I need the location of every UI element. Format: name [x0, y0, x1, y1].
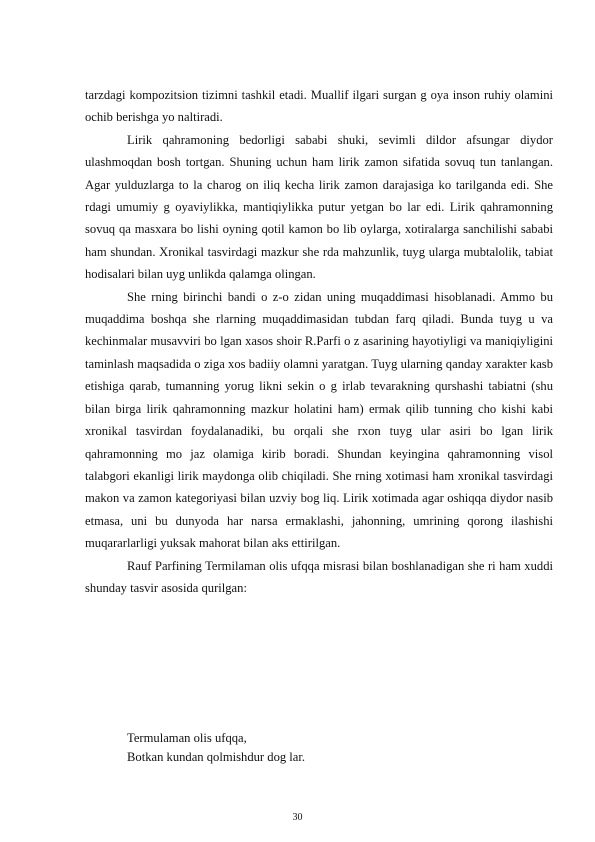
poem-excerpt [127, 729, 547, 767]
poem-line: Botkan kundan qolmishdur dog lar. [127, 750, 306, 764]
paragraph-continuation: tarzdagi kompozitsion tizimni tashkil etadi. Muallif ilgari surgan g oya inson ruhiy olamini ochib berishga yo naltiradi. [85, 88, 553, 125]
paragraph: Lirik qahramoning bedorligi sababi shuki, sevimli dildor afsungar diydor ulashmoqdan bosh tortgan. Shuning uchun ham lirik zamon sifatida sovuq tun tanlangan. Agar yulduzlarga to la charog on iliq kecha lirik zamon darajasiga ko tarilganda edi. She rdagi umumiy g oyaviylikka, mantiqiylikka putur yetgan bo lar edi. Lirik qahramonning sovuq qa masxara bo lishi oyning qotil kamon bo lib oylarga, xotiralarga sanchilishi sababi ham shundan. Xronikal tasvirdagi mazkur she rda mahzunlik, tuyg ularga mubtalolik, tabiat hodisalari bilan uyg unlikda qalamga olingan. [85, 132, 553, 282]
body-text [85, 84, 553, 599]
paragraph: She rning birinchi bandi o z-o zidan uning muqaddimasi hisoblanadi. Ammo bu muqaddima boshqa she rlarning muqaddimasidan tubdan farq qiladi. Bunda tuyg u va kechinmalar musavviri bo lgan xasos shoir R.Parfi o z asarining hayotiyligi va maniqiyligini taminlash maqsadida o ziga xos badiiy olamni yaratgan. Tuyg ularning qanday xarakter kasb etishiga qarab, tumanning yorug likni sekin o g irlab tevarakning qurshashi tabiatni (shu bilan birga lirik qahramonning mazkur holatini ham) ermak qilib tunning cho kishi kabi xronikal tasvirdan foydalanadiki, bu orqali she rxon tuyg ular asiri bo lgan lirik qahramonning mo jaz olamiga kirib boradi. Shundan keyingina qahramonning visol talabgori ekanligi lirik maydonga olib chiqiladi. She rning xotimasi ham xronikal tasvirdagi makon va zamon kategoriyasi bilan uzviy bog liq. Lirik xotimada agar oshiqqa diydor nasib etmasa, uni bu dunyoda har narsa ermaklashi, jahonning, umrining qorong ilashishi muqararlarligi yuksak mahorat bilan aks ettirilgan. [85, 289, 553, 551]
poem-line: Termulaman olis ufqqa, [127, 731, 247, 745]
page-number: 30 [292, 812, 303, 823]
paragraph: Rauf Parfining Termilaman olis ufqqa misrasi bilan boshlanadigan she ri ham xuddi shunday tasvir asosida qurilgan: [85, 558, 553, 595]
